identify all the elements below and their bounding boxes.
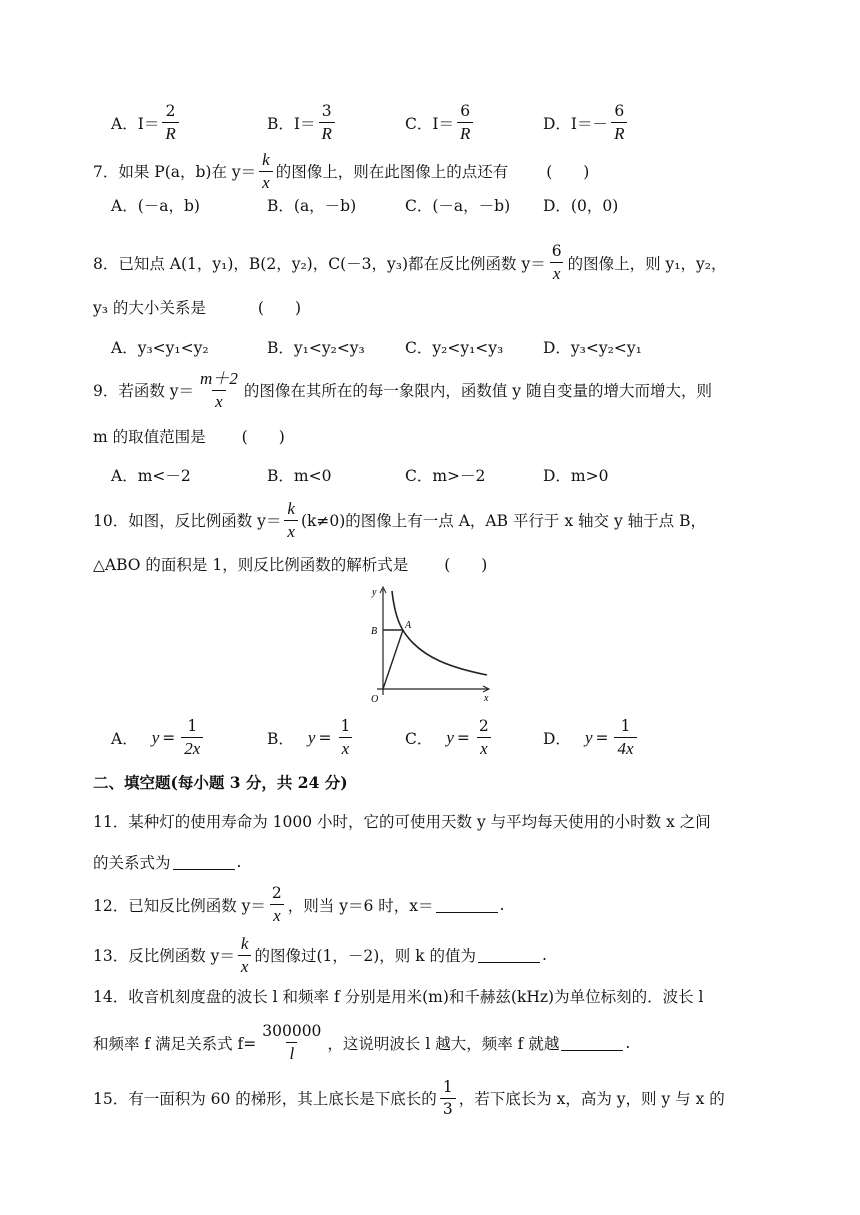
- fraction: $\frac{1}{2x}$: [181, 718, 203, 757]
- q6-options: [111, 98, 800, 148]
- answer-blank[interactable]: [478, 948, 540, 963]
- answer-paren[interactable]: ( ): [444, 556, 488, 574]
- question-11: 11．某种灯的使用寿命为 1000 小时，它的可使用天数 y 与平均每天使用的小时数 x 之间: [93, 813, 711, 831]
- q6-option-c: C．I＝ $\frac{6}{R}$: [405, 98, 476, 148]
- q9-option-a: A．m<－2: [111, 467, 191, 485]
- segment-oa: [383, 630, 403, 689]
- fraction: $\frac{2}{R}$: [162, 103, 178, 142]
- question-8: 8．已知点 A(1，y₁)，B(2，y₂)，C(－3，y₃)都在反比例函数 y＝ $\frac{6}{x}$ 的图像上，则 y₁，y₂，: [93, 242, 727, 283]
- q10-option-a: A． y = $\frac{1}{2x}$: [111, 713, 206, 763]
- q6-option-a: A．I＝ $\frac{2}{R}$: [111, 98, 182, 148]
- fraction: $\frac{2}{x}$: [478, 717, 489, 758]
- q8-option-c: C．y₂<y₁<y₃: [405, 339, 504, 357]
- fraction: $\frac{k}{x}$: [259, 151, 273, 192]
- fraction: $\frac{3}{R}$: [319, 103, 335, 142]
- answer-paren[interactable]: ( ): [257, 299, 302, 317]
- fraction: $\frac{k}{x}$: [284, 500, 298, 541]
- question-11-line-2: 的关系式为 .: [93, 853, 242, 872]
- q8-option-a: A．y₃<y₁<y₂: [111, 339, 209, 357]
- fraction: $\frac{6}{x}$: [551, 242, 562, 283]
- question-13: 13．反比例函数 y＝ $\frac{k}{x}$ 的图像过(1，－2)，则 k 的值为 .: [93, 933, 547, 976]
- q10-option-c: C． y = $\frac{2}{x}$: [405, 713, 495, 763]
- answer-blank[interactable]: [436, 898, 498, 913]
- q8-options: [111, 332, 800, 362]
- hyperbola-curve: [392, 591, 487, 675]
- fraction: $\frac{m+2}{x}$: [200, 368, 238, 411]
- question-14-line-2: 和频率 f 满足关系式 f= $\frac{300000}{l}$ ，这说明波长 l 越大，频率 f 就越 .: [93, 1022, 631, 1063]
- q9-option-b: B．m<0: [267, 467, 332, 485]
- q8-option-d: D．y₃<y₂<y₁: [543, 339, 642, 357]
- answer-paren[interactable]: ( ): [546, 163, 590, 181]
- q10-options: [111, 713, 800, 763]
- q6-option-b: B．I＝ $\frac{3}{R}$: [267, 98, 338, 148]
- q6-option-d: D．I＝－ $\frac{6}{R}$: [543, 98, 630, 148]
- q9-option-c: C．m>－2: [405, 467, 486, 485]
- q7-option-b: B．(a，－b): [267, 197, 357, 215]
- y-axis-label: y: [372, 587, 377, 598]
- q7-option-c: C．(－a，－b): [405, 197, 511, 215]
- question-10: 10．如图，反比例函数 y＝ $\frac{k}{x}$ (k≠0)的图像上有一点 A，AB 平行于 x 轴交 y 轴于点 B，: [93, 498, 706, 541]
- origin-label: O: [371, 694, 379, 705]
- answer-blank[interactable]: [561, 1036, 623, 1051]
- fraction: $\frac{1}{4x}$: [614, 718, 636, 757]
- fraction: $\frac{1}{x}$: [340, 717, 351, 758]
- section-heading: 二、填空题(每小题 3 分，共 24 分): [93, 773, 348, 792]
- question-9: 9．若函数 y＝ $\frac{m+2}{x}$ 的图像在其所在的每一象限内，函数值 y 随自变量的增大而增大，则: [93, 368, 712, 411]
- hyperbola-graph: [355, 583, 495, 705]
- q7-options: [111, 190, 800, 220]
- x-axis-label: x: [484, 693, 489, 704]
- q8-option-b: B．y₁<y₂<y₃: [267, 339, 365, 357]
- fraction: $\frac{6}{R}$: [611, 103, 627, 142]
- question-12: 12．已知反比例函数 y＝ $\frac{2}{x}$ ，则当 y＝6 时，x＝ .: [93, 884, 505, 925]
- q10-option-d: D． y = $\frac{1}{4x}$: [543, 713, 640, 763]
- q7-option-d: D．(0，0): [543, 197, 619, 215]
- answer-paren[interactable]: ( ): [241, 428, 285, 446]
- answer-blank[interactable]: [173, 855, 235, 870]
- question-9-line-2: m 的取值范围是 ( ): [93, 423, 285, 449]
- fraction: $\frac{300000}{l}$: [262, 1022, 322, 1063]
- q7-option-a: A．(－a，b): [111, 197, 200, 215]
- fraction: $\frac{2}{x}$: [271, 884, 282, 925]
- fraction: $\frac{6}{R}$: [457, 103, 473, 142]
- fraction: $\frac{k}{x}$: [238, 935, 252, 976]
- q9-option-d: D．m>0: [543, 467, 609, 485]
- q10-option-b: B． y = $\frac{1}{x}$: [267, 713, 356, 763]
- point-a-label: A: [405, 620, 412, 631]
- question-15: 15．有一面积为 60 的梯形，其上底长是下底长的 $\frac{1}{3}$ ，若下底长为 x，高为 y，则 y 与 x 的: [93, 1078, 725, 1118]
- question-8-line-2: y₃ 的大小关系是 ( ): [93, 294, 301, 320]
- question-7: 7．如果 P(a，b)在 y＝ $\frac{k}{x}$ 的图像上，则在此图像上的点还有 ( ): [93, 149, 590, 192]
- question-14: 14．收音机刻度盘的波长 l 和频率 f 分别是用米(m)和千赫兹(kHz)为单位标刻的．波长 l: [93, 988, 704, 1006]
- fraction: $\frac{1}{3}$: [440, 1079, 456, 1117]
- point-b-label: B: [371, 626, 378, 637]
- question-10-line-2: △ABO 的面积是 1，则反比例函数的解析式是 ( ): [93, 551, 487, 577]
- q10-graph-figure: [355, 583, 495, 709]
- q9-options: [111, 460, 800, 490]
